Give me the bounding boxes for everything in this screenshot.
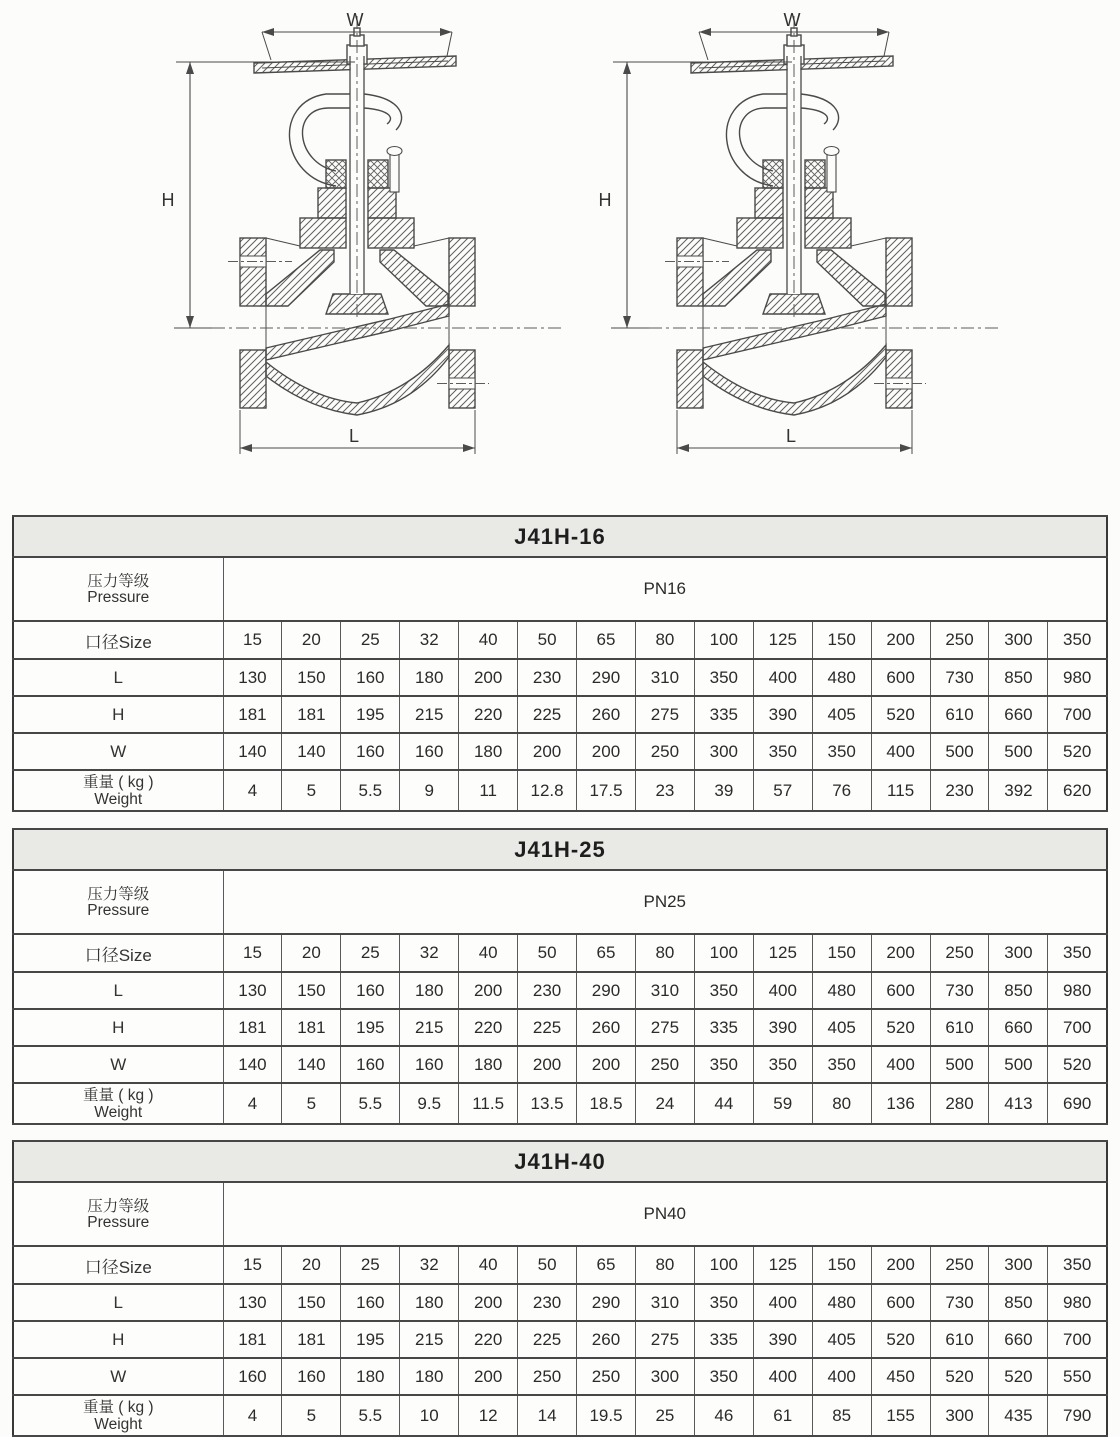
dim-label: L <box>13 972 223 1009</box>
weight-value: 12.8 <box>518 770 577 811</box>
dim-value: 980 <box>1048 659 1107 696</box>
size-value: 350 <box>1048 934 1107 972</box>
dim-value: 300 <box>635 1358 694 1395</box>
pressure-label <box>13 1182 223 1246</box>
weight-value: 5 <box>282 1395 341 1436</box>
dim-value: 181 <box>282 696 341 733</box>
weight-value: 9.5 <box>400 1083 459 1124</box>
dim-value: 181 <box>282 1321 341 1358</box>
weight-label-en: Weight <box>94 1103 143 1121</box>
dim-value: 140 <box>223 733 282 770</box>
dim-value: 310 <box>635 1284 694 1321</box>
dim-value: 310 <box>635 659 694 696</box>
dim-label-w: W <box>346 10 364 30</box>
size-value: 200 <box>871 1246 930 1284</box>
dim-value: 700 <box>1048 696 1107 733</box>
dim-value: 150 <box>282 972 341 1009</box>
weight-value: 115 <box>871 770 930 811</box>
dim-value: 230 <box>518 659 577 696</box>
size-value: 65 <box>577 621 636 659</box>
weight-value: 80 <box>812 1083 871 1124</box>
size-value: 25 <box>341 934 400 972</box>
dim-value: 200 <box>518 1046 577 1083</box>
dim-value: 660 <box>989 1321 1048 1358</box>
size-value: 40 <box>459 934 518 972</box>
table-title: J41H-16 <box>13 516 1107 557</box>
weight-value: 61 <box>753 1395 812 1436</box>
weight-value: 57 <box>753 770 812 811</box>
dim-value: 550 <box>1048 1358 1107 1395</box>
dim-value: 225 <box>518 696 577 733</box>
dim-value: 290 <box>577 659 636 696</box>
dim-value: 310 <box>635 972 694 1009</box>
weight-value: 76 <box>812 770 871 811</box>
size-value: 150 <box>812 621 871 659</box>
weight-value: 18.5 <box>577 1083 636 1124</box>
spec-table-j41h-25 <box>12 828 1108 1125</box>
dim-value: 350 <box>694 1358 753 1395</box>
weight-value: 19.5 <box>577 1395 636 1436</box>
size-value: 100 <box>694 934 753 972</box>
weight-value: 435 <box>989 1395 1048 1436</box>
size-value: 65 <box>577 1246 636 1284</box>
size-value: 125 <box>753 621 812 659</box>
dim-value: 400 <box>753 1358 812 1395</box>
size-value: 20 <box>282 934 341 972</box>
weight-value: 12 <box>459 1395 518 1436</box>
weight-value: 155 <box>871 1395 930 1436</box>
weight-value: 85 <box>812 1395 871 1436</box>
dim-value: 150 <box>282 1284 341 1321</box>
dim-value: 350 <box>694 972 753 1009</box>
weight-value: 17.5 <box>577 770 636 811</box>
dim-value: 181 <box>223 1321 282 1358</box>
dim-value: 200 <box>459 972 518 1009</box>
dim-value: 600 <box>871 1284 930 1321</box>
dim-value: 230 <box>518 972 577 1009</box>
size-value: 80 <box>635 621 694 659</box>
pressure-label-en: Pressure <box>87 1214 150 1232</box>
dim-value: 225 <box>518 1009 577 1046</box>
dim-value: 335 <box>694 696 753 733</box>
weight-value: 13.5 <box>518 1083 577 1124</box>
dim-value: 160 <box>341 659 400 696</box>
dim-value: 215 <box>400 1009 459 1046</box>
weight-value: 690 <box>1048 1083 1107 1124</box>
size-value: 15 <box>223 1246 282 1284</box>
weight-value: 39 <box>694 770 753 811</box>
dim-value: 140 <box>282 733 341 770</box>
size-value: 150 <box>812 1246 871 1284</box>
dim-value: 520 <box>871 1009 930 1046</box>
dim-value: 480 <box>812 659 871 696</box>
spec-table-j41h-16 <box>12 515 1108 812</box>
dim-value: 520 <box>989 1358 1048 1395</box>
dim-value: 181 <box>223 1009 282 1046</box>
pressure-label <box>13 870 223 934</box>
size-value: 25 <box>341 1246 400 1284</box>
weight-value: 136 <box>871 1083 930 1124</box>
dim-value: 520 <box>871 1321 930 1358</box>
valve-drawing-right <box>587 10 1007 475</box>
dim-value: 400 <box>753 1284 812 1321</box>
size-value: 80 <box>635 934 694 972</box>
dim-value: 260 <box>577 1321 636 1358</box>
dim-value: 390 <box>753 696 812 733</box>
dim-value: 275 <box>635 696 694 733</box>
dim-value: 500 <box>930 1046 989 1083</box>
dim-value: 400 <box>871 733 930 770</box>
dim-value: 980 <box>1048 1284 1107 1321</box>
size-label: 口径Size <box>13 621 223 659</box>
size-value: 250 <box>930 934 989 972</box>
dim-value: 300 <box>694 733 753 770</box>
dim-value: 700 <box>1048 1009 1107 1046</box>
dim-value: 660 <box>989 696 1048 733</box>
dim-value: 290 <box>577 972 636 1009</box>
dim-value: 350 <box>753 733 812 770</box>
dim-value: 160 <box>341 1284 400 1321</box>
size-value: 350 <box>1048 621 1107 659</box>
dim-value: 660 <box>989 1009 1048 1046</box>
size-value: 125 <box>753 934 812 972</box>
dim-value: 220 <box>459 1009 518 1046</box>
dim-value: 215 <box>400 696 459 733</box>
dim-value: 225 <box>518 1321 577 1358</box>
dim-value: 500 <box>930 733 989 770</box>
dim-value: 180 <box>400 659 459 696</box>
size-value: 25 <box>341 621 400 659</box>
dim-value: 850 <box>989 1284 1048 1321</box>
dim-label: H <box>13 1009 223 1046</box>
weight-value: 5 <box>282 1083 341 1124</box>
dim-value: 610 <box>930 1009 989 1046</box>
weight-value: 10 <box>400 1395 459 1436</box>
dim-value: 980 <box>1048 972 1107 1009</box>
dim-value: 195 <box>341 696 400 733</box>
weight-value: 620 <box>1048 770 1107 811</box>
dim-value: 200 <box>459 1358 518 1395</box>
size-label: 口径Size <box>13 934 223 972</box>
dim-value: 520 <box>871 696 930 733</box>
size-value: 250 <box>930 1246 989 1284</box>
size-value: 32 <box>400 621 459 659</box>
dim-value: 520 <box>930 1358 989 1395</box>
spec-table-j41h-40 <box>12 1140 1108 1437</box>
dim-label: H <box>13 696 223 733</box>
dim-label-l: L <box>348 426 360 446</box>
size-value: 65 <box>577 934 636 972</box>
dim-label: H <box>13 1321 223 1358</box>
size-value: 100 <box>694 1246 753 1284</box>
dim-label: L <box>13 1284 223 1321</box>
weight-label-cn: 重量 ( kg ) <box>82 1087 154 1105</box>
size-value: 50 <box>518 621 577 659</box>
pressure-value: PN16 <box>223 557 1107 621</box>
dim-label: L <box>13 659 223 696</box>
size-value: 250 <box>930 621 989 659</box>
dim-value: 250 <box>635 733 694 770</box>
weight-value: 11 <box>459 770 518 811</box>
dim-value: 180 <box>400 972 459 1009</box>
dim-value: 260 <box>577 696 636 733</box>
pressure-label-en: Pressure <box>87 589 150 607</box>
weight-value: 5.5 <box>341 1395 400 1436</box>
size-value: 32 <box>400 1246 459 1284</box>
weight-value: 14 <box>518 1395 577 1436</box>
weight-value: 5.5 <box>341 1083 400 1124</box>
dim-value: 230 <box>518 1284 577 1321</box>
weight-value: 5.5 <box>341 770 400 811</box>
dim-value: 730 <box>930 659 989 696</box>
dim-value: 181 <box>223 696 282 733</box>
weight-value: 413 <box>989 1083 1048 1124</box>
dim-value: 140 <box>223 1046 282 1083</box>
dim-label-h: H <box>598 190 612 210</box>
dim-label: W <box>13 1358 223 1395</box>
weight-value: 59 <box>753 1083 812 1124</box>
valve-drawings <box>0 0 1120 500</box>
pressure-label-cn: 压力等级 <box>87 885 150 903</box>
weight-label-cn: 重量 ( kg ) <box>82 1399 154 1417</box>
dim-value: 400 <box>812 1358 871 1395</box>
dim-value: 480 <box>812 972 871 1009</box>
dim-value: 160 <box>400 733 459 770</box>
size-value: 40 <box>459 621 518 659</box>
dim-value: 450 <box>871 1358 930 1395</box>
weight-value: 11.5 <box>459 1083 518 1124</box>
dim-value: 520 <box>1048 733 1107 770</box>
dim-value: 700 <box>1048 1321 1107 1358</box>
weight-value: 230 <box>930 770 989 811</box>
weight-value: 4 <box>223 770 282 811</box>
dim-value: 405 <box>812 696 871 733</box>
size-label: 口径Size <box>13 1246 223 1284</box>
size-value: 300 <box>989 621 1048 659</box>
size-value: 150 <box>812 934 871 972</box>
dim-label: W <box>13 733 223 770</box>
dim-value: 160 <box>341 972 400 1009</box>
weight-value: 24 <box>635 1083 694 1124</box>
table-title: J41H-40 <box>13 1141 1107 1182</box>
dim-value: 160 <box>282 1358 341 1395</box>
dim-value: 150 <box>282 659 341 696</box>
dim-value: 260 <box>577 1009 636 1046</box>
weight-label-cn: 重量 ( kg ) <box>82 774 154 792</box>
dim-value: 500 <box>989 1046 1048 1083</box>
size-value: 15 <box>223 934 282 972</box>
dim-value: 400 <box>753 972 812 1009</box>
dim-value: 850 <box>989 659 1048 696</box>
dim-value: 160 <box>223 1358 282 1395</box>
dim-value: 290 <box>577 1284 636 1321</box>
size-value: 50 <box>518 934 577 972</box>
dim-value: 180 <box>400 1284 459 1321</box>
weight-value: 392 <box>989 770 1048 811</box>
dim-value: 335 <box>694 1321 753 1358</box>
valve-geometry <box>611 16 1002 454</box>
dim-value: 200 <box>577 733 636 770</box>
pressure-label-cn: 压力等级 <box>87 1197 150 1215</box>
dim-value: 405 <box>812 1321 871 1358</box>
size-value: 20 <box>282 621 341 659</box>
weight-label <box>13 1395 223 1436</box>
dim-value: 600 <box>871 659 930 696</box>
pressure-value: PN40 <box>223 1182 1107 1246</box>
weight-value: 790 <box>1048 1395 1107 1436</box>
weight-label-en: Weight <box>94 1415 143 1433</box>
dim-value: 350 <box>694 659 753 696</box>
dim-value: 200 <box>459 1284 518 1321</box>
size-value: 200 <box>871 934 930 972</box>
size-value: 100 <box>694 621 753 659</box>
size-value: 20 <box>282 1246 341 1284</box>
dim-value: 200 <box>459 659 518 696</box>
dim-value: 130 <box>223 1284 282 1321</box>
dim-value: 200 <box>518 733 577 770</box>
dim-value: 850 <box>989 972 1048 1009</box>
dim-value: 610 <box>930 1321 989 1358</box>
dim-value: 350 <box>694 1284 753 1321</box>
pressure-value: PN25 <box>223 870 1107 934</box>
dim-value: 250 <box>577 1358 636 1395</box>
size-value: 40 <box>459 1246 518 1284</box>
dim-value: 200 <box>577 1046 636 1083</box>
dim-value: 520 <box>1048 1046 1107 1083</box>
dim-value: 730 <box>930 1284 989 1321</box>
dim-value: 160 <box>341 733 400 770</box>
dim-value: 335 <box>694 1009 753 1046</box>
dim-value: 130 <box>223 972 282 1009</box>
table-title: J41H-25 <box>13 829 1107 870</box>
size-value: 300 <box>989 1246 1048 1284</box>
weight-value: 44 <box>694 1083 753 1124</box>
weight-label <box>13 770 223 811</box>
dim-value: 195 <box>341 1321 400 1358</box>
dim-value: 181 <box>282 1009 341 1046</box>
dim-value: 215 <box>400 1321 459 1358</box>
weight-value: 280 <box>930 1083 989 1124</box>
pressure-label <box>13 557 223 621</box>
weight-value: 4 <box>223 1395 282 1436</box>
dim-value: 220 <box>459 1321 518 1358</box>
weight-label <box>13 1083 223 1124</box>
dim-value: 390 <box>753 1321 812 1358</box>
weight-value: 4 <box>223 1083 282 1124</box>
dim-value: 180 <box>341 1358 400 1395</box>
weight-value: 9 <box>400 770 459 811</box>
size-value: 50 <box>518 1246 577 1284</box>
dim-value: 275 <box>635 1321 694 1358</box>
dim-value: 400 <box>753 659 812 696</box>
pressure-label-en: Pressure <box>87 902 150 920</box>
dim-value: 350 <box>812 733 871 770</box>
dim-label-l: L <box>785 426 797 446</box>
dim-value: 350 <box>753 1046 812 1083</box>
dim-value: 500 <box>989 733 1048 770</box>
dim-value: 730 <box>930 972 989 1009</box>
dim-value: 390 <box>753 1009 812 1046</box>
size-value: 125 <box>753 1246 812 1284</box>
pressure-label-cn: 压力等级 <box>87 572 150 590</box>
size-value: 80 <box>635 1246 694 1284</box>
weight-value: 25 <box>635 1395 694 1436</box>
dim-value: 350 <box>694 1046 753 1083</box>
weight-value: 23 <box>635 770 694 811</box>
dim-value: 610 <box>930 696 989 733</box>
dim-value: 180 <box>400 1358 459 1395</box>
dim-label: W <box>13 1046 223 1083</box>
weight-label-en: Weight <box>94 790 143 808</box>
dim-value: 160 <box>341 1046 400 1083</box>
dim-value: 480 <box>812 1284 871 1321</box>
weight-value: 5 <box>282 770 341 811</box>
size-value: 350 <box>1048 1246 1107 1284</box>
dim-value: 600 <box>871 972 930 1009</box>
dim-value: 350 <box>812 1046 871 1083</box>
size-value: 300 <box>989 934 1048 972</box>
dim-label-h: H <box>161 190 175 210</box>
dim-value: 140 <box>282 1046 341 1083</box>
weight-value: 300 <box>930 1395 989 1436</box>
size-value: 15 <box>223 621 282 659</box>
dim-value: 195 <box>341 1009 400 1046</box>
size-value: 32 <box>400 934 459 972</box>
dim-value: 180 <box>459 1046 518 1083</box>
weight-value: 46 <box>694 1395 753 1436</box>
dim-value: 160 <box>400 1046 459 1083</box>
valve-geometry <box>174 16 565 454</box>
dim-value: 400 <box>871 1046 930 1083</box>
valve-drawing-left <box>150 10 570 475</box>
dim-value: 250 <box>635 1046 694 1083</box>
dim-value: 275 <box>635 1009 694 1046</box>
dim-value: 250 <box>518 1358 577 1395</box>
size-value: 200 <box>871 621 930 659</box>
dim-value: 180 <box>459 733 518 770</box>
dim-label-w: W <box>783 10 801 30</box>
dim-value: 220 <box>459 696 518 733</box>
dim-value: 405 <box>812 1009 871 1046</box>
dim-value: 130 <box>223 659 282 696</box>
